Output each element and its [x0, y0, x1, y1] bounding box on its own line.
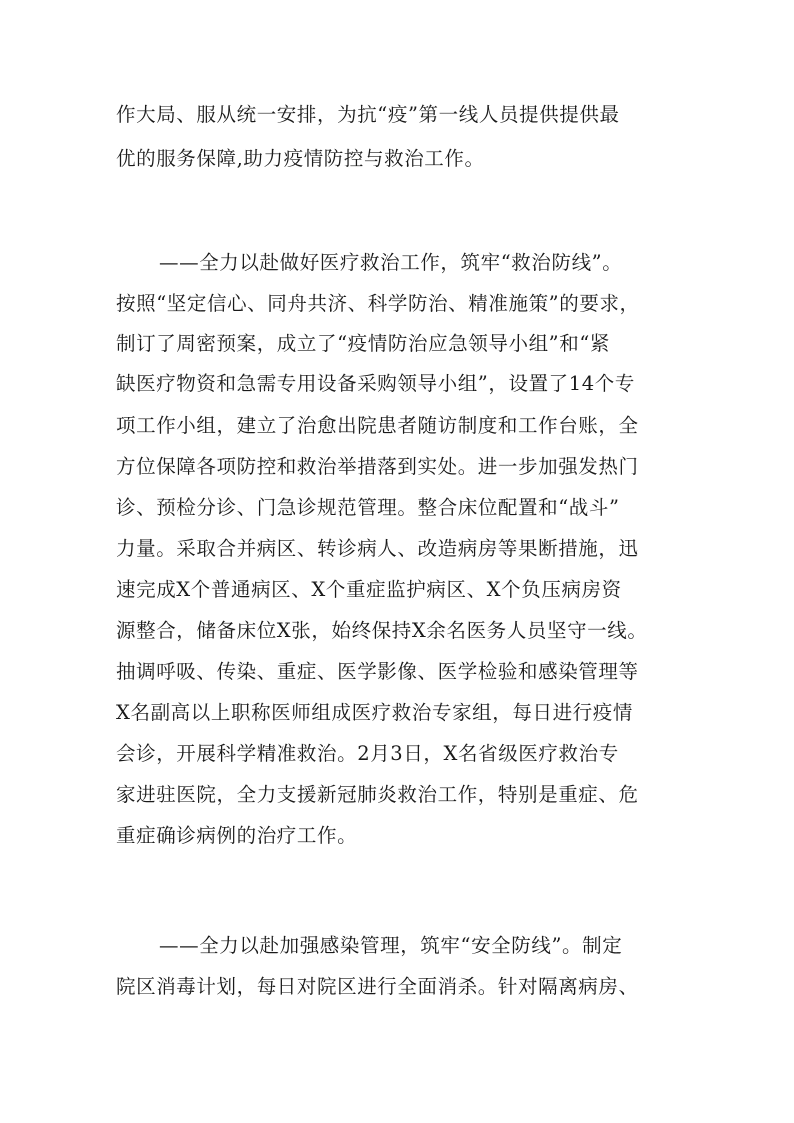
text-line: 抽调呼吸、传染、重症、医学影像、医学检验和感染管理等: [116, 660, 639, 683]
text-line: 力量。采取合并病区、转诊病人、改造病房等果断措施，迅: [116, 537, 639, 560]
text-line: 会诊，开展科学精准救治。2月3日，X名省级医疗救治专: [116, 742, 619, 765]
text-line: 重症确诊病例的治疗工作。: [116, 824, 358, 847]
text-line: 院区消毒计划，每日对院区进行全面消杀。针对隔离病房、: [116, 975, 639, 998]
text-line: 制订了周密预案，成立了“疫情防治应急领导小组”和“紧: [116, 332, 611, 355]
text-line: 源整合，储备床位X张，始终保持X余名医务人员坚守一线。: [116, 619, 648, 642]
text-line: 家进驻医院，全力支援新冠肺炎救治工作，特别是重症、危: [116, 783, 639, 806]
text-line: ——全力以赴做好医疗救治工作，筑牢“救治防线”。: [159, 251, 623, 274]
text-line: ——全力以赴加强感染管理，筑牢“安全防线”。制定: [159, 934, 623, 957]
text-line: 项工作小组，建立了治愈出院患者随访制度和工作台账，全: [116, 414, 639, 437]
text-line: 缺医疗物资和急需专用设备采购领导小组”，设置了14个专: [116, 372, 635, 395]
text-line: 按照“坚定信心、同舟共济、科学防治、精准施策”的要求，: [116, 292, 640, 315]
text-line: 方位保障各项防控和救治举措落到实处。进一步加强发热门: [116, 455, 639, 478]
text-line: X名副高以上职称医师组成医疗救治专家组，每日进行疫情: [116, 701, 633, 724]
text-line: 优的服务保障,助力疫情防控与救治工作。: [116, 147, 485, 170]
text-line: 作大局、服从统一安排，为抗“疫”第一线人员提供提供最: [116, 103, 620, 126]
text-line: 速完成X个普通病区、X个重症监护病区、X个负压病房资: [116, 578, 622, 601]
text-line: 诊、预检分诊、门急诊规范管理。整合床位配置和“战斗”: [116, 496, 620, 519]
